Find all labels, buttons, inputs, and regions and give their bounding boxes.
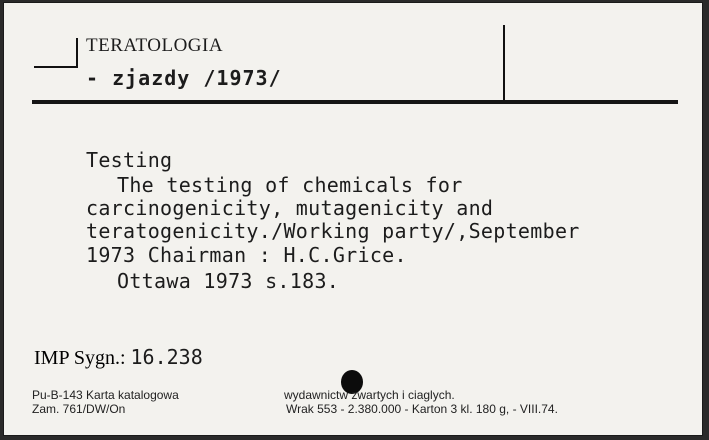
call-number-label: IMP Sygn.: <box>34 347 126 369</box>
body-line-3: carcinogenicity, mutagenicity and <box>86 196 494 220</box>
footer-left-line-1: Pu-B-143 Karta katalogowa <box>32 388 179 402</box>
card-heading: TERATOLOGIA <box>86 35 224 56</box>
footer-right-line-1: wydawnictw zwartych i ciaglych. <box>284 388 455 402</box>
corner-horizontal-rule <box>34 66 76 68</box>
call-number <box>34 345 203 370</box>
body-line-4: teratogenicity./Working party/,September <box>86 219 580 243</box>
corner-vertical-rule <box>76 38 78 68</box>
catalog-card <box>3 2 703 436</box>
body-line-2: The testing of chemicals for <box>117 173 463 197</box>
footer-left-line-2: Zam. 761/DW/On <box>32 402 126 416</box>
header-divider-line <box>503 25 505 100</box>
body-line-5: 1973 Chairman : H.C.Grice. <box>86 243 407 267</box>
card-subheading: - zjazdy /1973/ <box>86 66 282 90</box>
header-rule <box>32 100 678 104</box>
call-number-value: 16.238 <box>130 345 203 369</box>
footer-right-line-2: Wrak 553 - 2.380.000 - Karton 3 kl. 180 g, - VIII.74. <box>286 402 558 416</box>
body-line-6: Ottawa 1973 s.183. <box>117 269 340 293</box>
body-line-1: Testing <box>86 148 173 172</box>
